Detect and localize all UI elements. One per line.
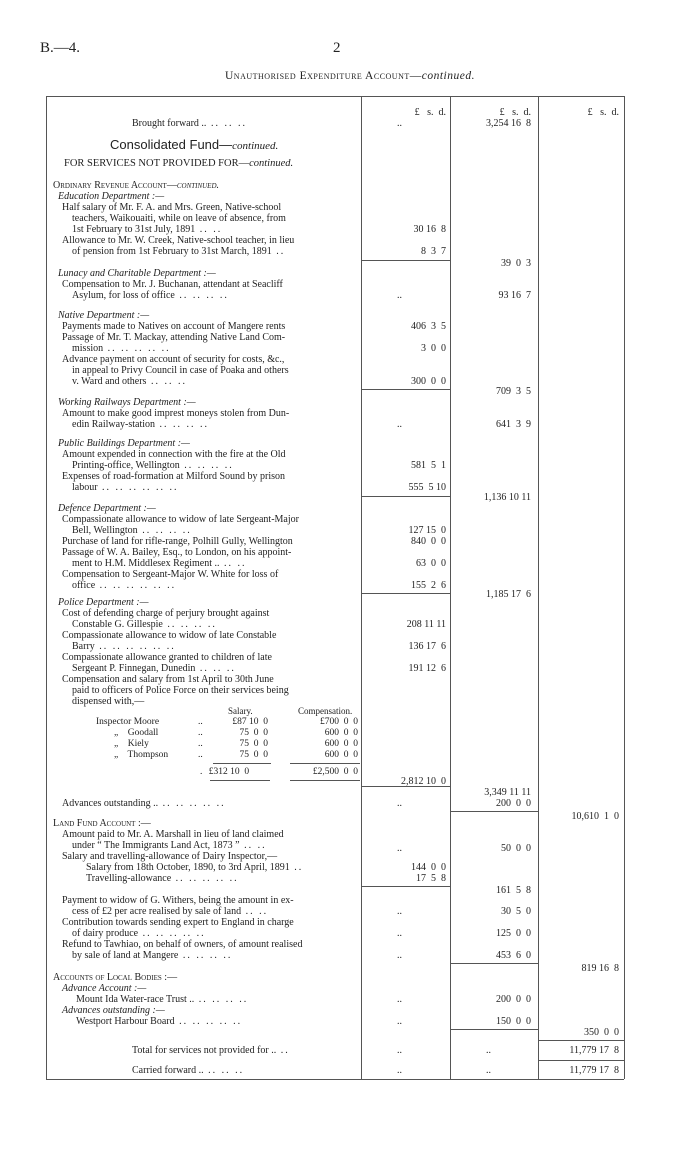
services-total-label-text: Total for services not provided for .. xyxy=(132,1045,277,1056)
native-line-3-text: mission xyxy=(72,343,104,354)
defence-line-1: Compassionate allowance to widow of late Sergeant-Major xyxy=(62,514,299,525)
advances-rule xyxy=(450,811,538,812)
defence-line-4: Passage of W. A. Bailey, Esq., to London, on his appoint- xyxy=(62,547,292,558)
local-heading: Accounts of Local Bodies :— xyxy=(53,972,178,983)
lunacy-line-2-text: Asylum, for loss of office xyxy=(72,290,175,301)
local-line-1-text: Mount Ida Water-race Trust .. xyxy=(76,994,195,1005)
brought-forward-label: Brought forward .. .. .. .. xyxy=(132,118,247,129)
buildings-line-3: Expenses of road-formation at Milford Sound by prison xyxy=(62,471,286,482)
land-line-7-text: cess of £2 per acre realised by sale of land xyxy=(72,906,242,917)
education-line-5: of pension from 1st February to 31st March, 1891 .. xyxy=(72,246,286,257)
land-c7: .. xyxy=(397,950,402,961)
currency-header-col1: £ s. d. xyxy=(414,107,446,118)
carried-forward-label: Carried forward .. .. .. .. xyxy=(132,1065,245,1076)
land-line-3: Salary and travelling-allowance of Dairy Inspector,— xyxy=(62,851,278,862)
table-right-rule xyxy=(624,96,625,1079)
inspector-name: „ Goodall xyxy=(114,728,159,738)
education-line-5-text: of pension from 1st February to 31st March, 1891 xyxy=(72,246,272,257)
land-c8: 453 6 0 xyxy=(496,950,531,961)
services-total-c2: .. xyxy=(486,1045,491,1056)
native-line-3: mission .. .. .. .. .. xyxy=(72,343,171,354)
inspector-salary: 75 0 0 xyxy=(239,728,268,738)
police-line-6-text: Sergeant P. Finnegan, Dunedin xyxy=(72,663,196,674)
land-line-9: of dairy produce .. .. .. .. .. xyxy=(72,928,206,939)
land-line-2-text: under “ The Immigrants Land Act, 1873 ” xyxy=(72,840,240,851)
railways-value: .. xyxy=(397,419,402,430)
land-heading: Land Fund Account :— xyxy=(53,818,151,829)
police-total: 3,349 11 11 xyxy=(484,787,531,798)
police-line-2: Constable G. Gillespie .. .. .. .. xyxy=(72,619,217,630)
page-title xyxy=(0,70,700,82)
police-line-2-text: Constable G. Gillespie xyxy=(72,619,163,630)
lunacy-dept: Lunacy and Charitable Department :— xyxy=(58,268,216,279)
land-line-8: Contribution towards sending expert to England in charge xyxy=(62,917,294,928)
native-rule xyxy=(361,389,450,390)
compensation-total-rule xyxy=(290,763,360,764)
police-value-3: 191 12 6 xyxy=(408,663,446,674)
defence-line-5-text: ment to H.M. Middlesex Regiment .. xyxy=(72,558,220,569)
land-c5: .. xyxy=(397,928,402,939)
services-total-c3: 11,779 17 8 xyxy=(569,1045,619,1056)
native-dept: Native Department :— xyxy=(58,310,150,321)
police-line-8: paid to officers of Police Force on their services being xyxy=(72,685,289,696)
inspector-dots: .. xyxy=(198,717,203,727)
local-total: 350 0 0 xyxy=(584,1027,619,1038)
inspector-salary: 75 0 0 xyxy=(239,739,268,749)
police-line-4: Barry .. .. .. .. .. .. xyxy=(72,641,176,652)
carried-rule xyxy=(538,1060,624,1061)
page-reference: B.—4. xyxy=(40,40,81,56)
local-advance-account: Advance Account :— xyxy=(62,983,147,994)
education-line-2: teachers, Waikouaiti, while on leave of absence, from xyxy=(72,213,286,224)
section-title xyxy=(64,158,293,169)
ordinary-heading xyxy=(53,180,219,191)
carried-forward-c2: .. xyxy=(486,1065,491,1076)
police-line-5: Compassionate allowance granted to children of late xyxy=(62,652,272,663)
services-total-label: Total for services not provided for .. .. xyxy=(132,1045,290,1056)
land-line-1: Amount paid to Mr. A. Marshall in lieu of land claimed xyxy=(62,829,284,840)
land-total: 819 16 8 xyxy=(581,963,619,974)
police-line-7: Compensation and salary from 1st April to 30th June xyxy=(62,674,274,685)
railways-dept: Working Railways Department :— xyxy=(58,397,196,408)
buildings-value-2: 555 5 10 xyxy=(408,482,446,493)
land-line-10: Refund to Tawhiao, on behalf of owners, of amount realised xyxy=(62,939,303,950)
section-title-continued: continued. xyxy=(249,158,294,169)
police-value-4: 2,812 10 0 xyxy=(401,776,446,787)
currency-header-col2: £ s. d. xyxy=(499,107,531,118)
defence-total: 1,185 17 6 xyxy=(486,589,531,600)
defence-line-2-text: Bell, Wellington xyxy=(72,525,138,536)
land-line-5-text: Travelling-allowance xyxy=(86,873,172,884)
compensation-total-underline xyxy=(290,780,360,781)
grand-total-rule xyxy=(538,1040,624,1041)
lunacy-value: .. xyxy=(397,290,402,301)
inspector-dots: .. xyxy=(198,728,203,738)
section-title-text: FOR SERVICES NOT PROVIDED FOR— xyxy=(64,158,250,169)
native-total: 709 3 5 xyxy=(496,386,531,397)
brought-forward-col1: .. xyxy=(397,118,402,129)
railways-total: 641 3 9 xyxy=(496,419,531,430)
education-line-3-text: 1st February to 31st July, 1891 xyxy=(72,224,196,235)
native-value-2: 3 0 0 xyxy=(421,343,446,354)
land-value-2: 17 5 8 xyxy=(416,873,446,884)
table-bottom-rule xyxy=(46,1079,624,1080)
salary-total: £312 10 0 xyxy=(208,767,250,777)
land-line-11: by sale of land at Mangere .. .. .. .. xyxy=(72,950,233,961)
buildings-line-2-text: Printing-office, Wellington xyxy=(72,460,180,471)
police-line-9: dispensed with,— xyxy=(72,696,145,707)
buildings-rule xyxy=(361,496,450,497)
land-line-4-text: Salary from 18th October, 1890, to 3rd April, 1891 xyxy=(86,862,290,873)
salary-total-row: . £312 10 0 xyxy=(200,767,250,777)
lunacy-line-1: Compensation to Mr. J. Buchanan, attendant at Seacliff xyxy=(62,279,283,290)
defence-line-7: office .. .. .. .. .. .. xyxy=(72,580,177,591)
buildings-line-1: Amount expended in connection with the fire at the Old xyxy=(62,449,286,460)
inspector-dots: .. xyxy=(198,750,203,760)
police-line-3: Compassionate allowance to widow of late Constable xyxy=(62,630,277,641)
compensation-total: £2,500 0 0 xyxy=(312,767,358,777)
currency-header-col3: £ s. d. xyxy=(587,107,619,118)
native-line-6: v. Ward and others .. .. .. xyxy=(72,376,187,387)
police-line-6: Sergeant P. Finnegan, Dunedin .. .. .. xyxy=(72,663,236,674)
buildings-total: 1,136 10 11 xyxy=(483,492,531,503)
fund-title-text: Consolidated Fund— xyxy=(110,137,233,152)
local-c3: .. xyxy=(397,1016,402,1027)
advances-col1: .. xyxy=(397,798,402,809)
inspector-salary: 75 0 0 xyxy=(239,750,268,760)
buildings-line-2: Printing-office, Wellington .. .. .. .. xyxy=(72,460,234,471)
local-c1: .. xyxy=(397,994,402,1005)
defence-value-1: 127 15 0 xyxy=(408,525,446,536)
native-line-4: Advance payment on account of security for costs, &c., xyxy=(62,354,285,365)
title-continued: continued. xyxy=(421,70,475,82)
brought-forward-col2: 3,254 16 8 xyxy=(486,118,531,129)
inspector-salary: £87 10 0 xyxy=(232,717,268,727)
inspector-dots: .. xyxy=(198,739,203,749)
education-line-3: 1st February to 31st July, 1891 .. .. xyxy=(72,224,223,235)
carried-forward-c1: .. xyxy=(397,1065,402,1076)
land-line-9-text: of dairy produce xyxy=(72,928,139,939)
native-line-5: in appeal to Privy Council in case of Poaka and others xyxy=(72,365,289,376)
police-value-2: 136 17 6 xyxy=(408,641,446,652)
defence-line-7-text: office xyxy=(72,580,96,591)
education-value-2: 8 3 7 xyxy=(421,246,446,257)
police-value-1: 208 11 11 xyxy=(406,619,446,630)
police-dept: Police Department :— xyxy=(58,597,149,608)
inspector-compensation: 600 0 0 xyxy=(324,728,358,738)
buildings-line-4-text: labour xyxy=(72,482,98,493)
inspector-name: „ Kiely xyxy=(114,739,149,749)
defence-line-2: Bell, Wellington .. .. .. .. xyxy=(72,525,192,536)
consolidated-total: 10,610 1 0 xyxy=(571,811,619,822)
local-total-rule xyxy=(450,1029,538,1030)
railways-line-2: edin Railway-station .. .. .. .. xyxy=(72,419,210,430)
defence-line-3: Purchase of land for rifle-range, Polhill Gully, Wellington xyxy=(62,536,293,547)
education-rule xyxy=(361,260,450,261)
defence-line-6: Compensation to Sergeant-Major W. White for loss of xyxy=(62,569,279,580)
carried-forward-text: Carried forward .. xyxy=(132,1065,204,1076)
inspector-name: Inspector Moore xyxy=(96,717,160,727)
compensation-column-header: Compensation. xyxy=(298,706,353,716)
land-c4: 30 5 0 xyxy=(501,906,531,917)
land-line-6: Payment to widow of G. Withers, being the amount in ex- xyxy=(62,895,294,906)
land-line-7: cess of £2 per acre realised by sale of land .. .. xyxy=(72,906,269,917)
buildings-dept: Public Buildings Department :— xyxy=(58,438,190,449)
advances-col2: 200 0 0 xyxy=(496,798,531,809)
salary-total-rule xyxy=(213,763,271,764)
fund-title-continued: continued. xyxy=(232,140,279,152)
defence-line-5: ment to H.M. Middlesex Regiment .. .. .. xyxy=(72,558,247,569)
lunacy-total: 93 16 7 xyxy=(498,290,531,301)
lunacy-line-2: Asylum, for loss of office .. .. .. .. xyxy=(72,290,229,301)
land-subtotal: 161 5 8 xyxy=(496,885,531,896)
education-total: 39 0 3 xyxy=(501,258,531,269)
defence-value-3: 63 0 0 xyxy=(416,558,446,569)
education-value-1: 30 16 8 xyxy=(413,224,446,235)
ordinary-heading-continued: continued. xyxy=(176,180,220,191)
local-c2: 200 0 0 xyxy=(496,994,531,1005)
ordinary-heading-text: Ordinary Revenue Account— xyxy=(53,180,177,191)
land-total-rule xyxy=(450,963,538,964)
salary-total-underline xyxy=(210,780,270,781)
land-line-5: Travelling-allowance .. .. .. .. .. xyxy=(86,873,239,884)
fund-title xyxy=(110,137,278,154)
salary-column-header: Salary. xyxy=(228,706,253,716)
title-main: Unauthorised Expenditure Account— xyxy=(225,70,422,82)
land-line-2: under “ The Immigrants Land Act, 1873 ” .. .. xyxy=(72,840,267,851)
brought-forward-text: Brought forward .. xyxy=(132,118,207,129)
land-c6: 125 0 0 xyxy=(496,928,531,939)
carried-forward-c3: 11,779 17 8 xyxy=(569,1065,619,1076)
advances-label: Advances outstanding .. .. .. .. .. .. xyxy=(62,798,226,809)
education-line-1: Half salary of Mr. F. A. and Mrs. Green, Native-school xyxy=(62,202,282,213)
railways-line-2-text: edin Railway-station xyxy=(72,419,156,430)
native-value-1: 406 3 5 xyxy=(411,321,446,332)
police-line-4-text: Barry xyxy=(72,641,95,652)
table-left-rule xyxy=(46,96,47,1079)
buildings-value-1: 581 5 1 xyxy=(411,460,446,471)
native-line-6-text: v. Ward and others xyxy=(72,376,147,387)
buildings-line-4: labour .. .. .. .. .. .. xyxy=(72,482,179,493)
defence-dept: Defence Department :— xyxy=(58,503,156,514)
advances-label-text: Advances outstanding .. xyxy=(62,798,159,809)
land-value-1: 144 0 0 xyxy=(411,862,446,873)
defence-value-2: 840 0 0 xyxy=(411,536,446,547)
native-value-3: 300 0 0 xyxy=(411,376,446,387)
police-line-1: Cost of defending charge of perjury brought against xyxy=(62,608,270,619)
page-number: 2 xyxy=(333,40,341,56)
land-c3: .. xyxy=(397,906,402,917)
land-line-4: Salary from 18th October, 1890, to 3rd April, 1891 .. xyxy=(86,862,304,873)
native-line-2: Passage of Mr. T. Mackay, attending Native Land Com- xyxy=(62,332,286,343)
local-line-2-text: Westport Harbour Board xyxy=(76,1016,175,1027)
local-c4: 150 0 0 xyxy=(496,1016,531,1027)
police-rule xyxy=(361,786,450,787)
local-line-2: Westport Harbour Board .. .. .. .. .. xyxy=(76,1016,243,1027)
local-advances-outstanding: Advances outstanding :— xyxy=(62,1005,165,1016)
inspector-name: „ Thompson xyxy=(114,750,169,760)
land-c1: .. xyxy=(397,843,402,854)
local-line-1: Mount Ida Water-race Trust .. .. .. .. .. xyxy=(76,994,249,1005)
railways-line-1: Amount to make good imprest moneys stolen from Dun- xyxy=(62,408,290,419)
column-rule-3 xyxy=(538,96,539,1079)
education-dept: Education Department :— xyxy=(58,191,165,202)
land-c2: 50 0 0 xyxy=(501,843,531,854)
services-total-c1: .. xyxy=(397,1045,402,1056)
inspector-compensation: 600 0 0 xyxy=(324,750,358,760)
land-line-11-text: by sale of land at Mangere xyxy=(72,950,179,961)
education-line-4: Allowance to Mr. W. Creek, Native-school teacher, in lieu xyxy=(62,235,295,246)
inspector-compensation: £700 0 0 xyxy=(320,717,358,727)
defence-value-4: 155 2 6 xyxy=(411,580,446,591)
native-line-1: Payments made to Natives on account of Mangere rents xyxy=(62,321,286,332)
land-rule xyxy=(361,886,450,887)
defence-rule xyxy=(361,593,450,594)
inspector-compensation: 600 0 0 xyxy=(324,739,358,749)
